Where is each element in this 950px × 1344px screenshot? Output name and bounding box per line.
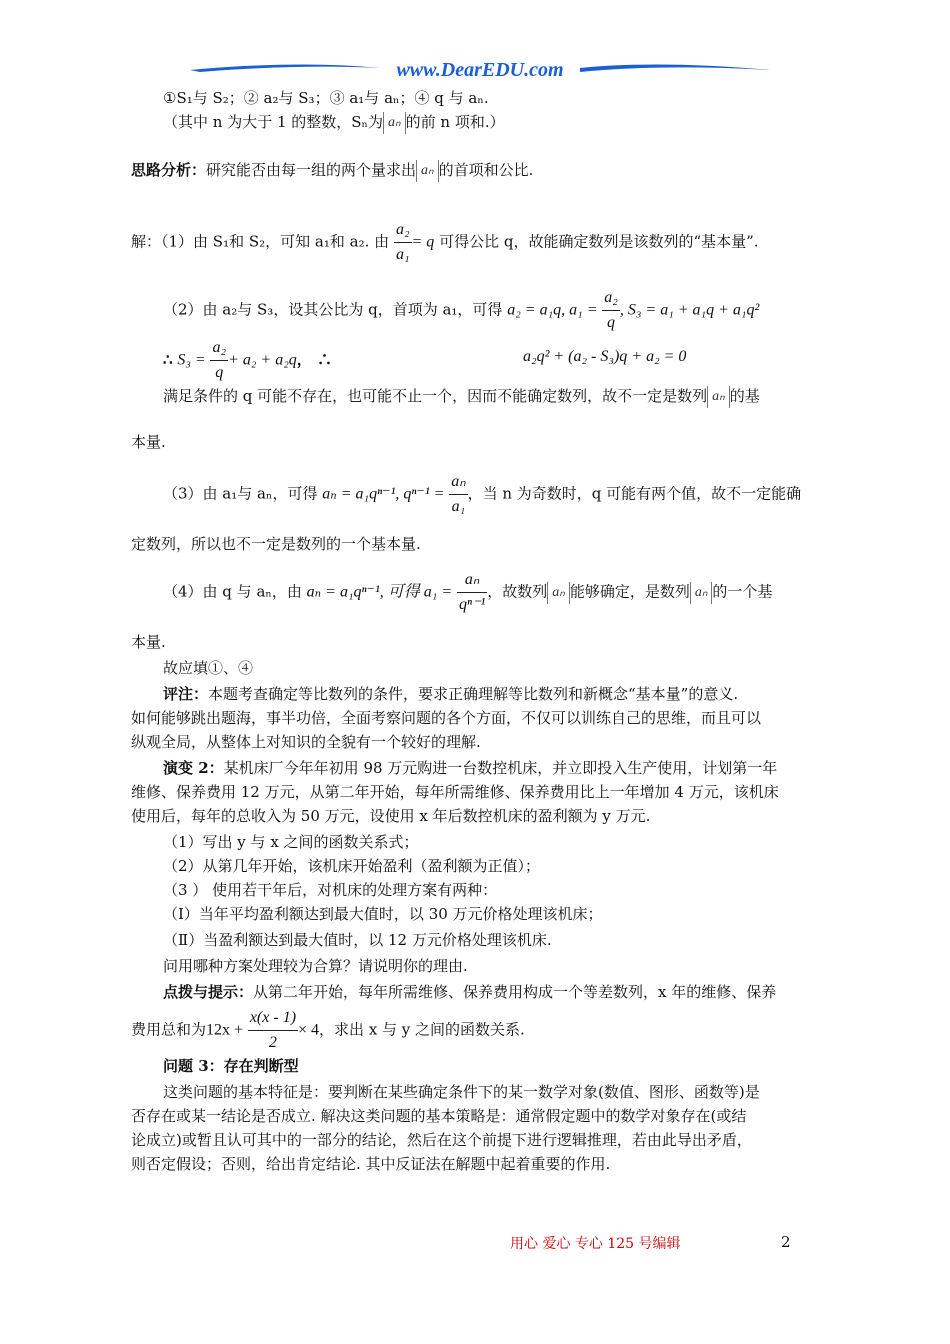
solution-1: 解：（1）由 S₁和 S₂，可知 a₁和 a₂. 由 $\frac{\text{a₂}}{\text{a₁}}$ = q 可得公比 q，故能确定数列是该数列的“基本量”. [131, 221, 759, 263]
text-line: 维修、保养费用 12 万元，从第二年开始，每年所需维修、保养费用比上一年增加 4 万元，该机床 [131, 783, 779, 801]
fraction: $\frac{\text{aₙ}}{\text{qⁿ⁻¹}}$ [458, 571, 486, 613]
question-1: （1）写出 y 与 x 之间的函数关系式； [163, 833, 419, 851]
option-list: ①S₁与 S₂；② a₂与 S₃；③ a₁与 aₙ；④ q 与 aₙ. [163, 89, 489, 107]
seq-symbol: aₙ [383, 112, 406, 134]
note-line-1: 评注：本题考查确定等比数列的条件，要求正确理解等比数列和新概念“基本量”的意义. [163, 685, 739, 703]
dearedu-logo [180, 56, 780, 86]
solution-3: （3）由 a₁与 aₙ，可得 aₙ = a₁qⁿ⁻¹, qⁿ⁻¹ = $\frac{\text{aₙ}}{\text{a₁}}$ ，当 n 为奇数时，q 可能有两个值，故不一定能确 [163, 473, 802, 515]
question-3: （3 ） 使用若干年后，对机床的处理方案有两种： [163, 881, 498, 899]
question-text: 问用哪种方案处理较为合算？请说明你的理由. [163, 957, 468, 975]
option-1: （Ⅰ）当年平均盈利额达到最大值时，以 30 万元价格处理该机床； [163, 905, 603, 923]
analysis-line: 思路分析：研究能否由每一组的两个量求出 aₙ 的首项和公比. [131, 160, 533, 182]
text-line: 如何能够跳出题海，事半功倍，全面考察问题的各个方面，不仅可以训练自己的思维，而且可以 [131, 709, 762, 727]
fraction: $\frac{x(x - 1)}{2}$ [249, 1009, 297, 1051]
section-heading: 问题 3：存在判断型 [163, 1057, 299, 1075]
logo-text: www.DearEDU.com [396, 59, 564, 81]
solution-2-conclusion: 满足条件的 q 可能不存在，也可能不止一个，因而不能确定数列，故不一定是数列 aₙ 的基 [163, 386, 760, 408]
variation-line-1: 演变 2：某机床厂今年年初用 98 万元购进一台数控机床，并立即投入生产使用，计划第一年 [163, 759, 778, 777]
seq-symbol: aₙ [547, 582, 570, 604]
seq-symbol: aₙ [707, 386, 730, 408]
fraction: $\frac{\text{a₂}}{q}$ [212, 339, 227, 381]
seq-symbol: aₙ [416, 160, 439, 182]
fraction: $\frac{\text{aₙ}}{\text{a₁}}$ [451, 473, 466, 515]
text-line: 定数列，所以也不一定是数列的一个基本量. [131, 535, 421, 553]
question-2: （2）从第几年开始，该机床开始盈利（盈利额为正值）； [163, 857, 541, 875]
hint-line-1: 点拨与提示：从第二年开始，每年所需维修、保养费用构成一个等差数列，x 年的维修、保养 [163, 983, 777, 1001]
text-line: 本量. [131, 633, 166, 651]
footer-slogan: 用心 爱心 专心 125 号编辑 [510, 1236, 681, 1252]
answer-line: 故应填①、④ [163, 659, 254, 677]
text-line: 使用后，每年的总收入为 50 万元，设使用 x 年后数控机床的盈利额为 y 万元. [131, 807, 651, 825]
seq-symbol: aₙ [690, 582, 713, 604]
text-line: 本量. [131, 433, 166, 451]
paragraph-line: 论成立)或暂且认可其中的一部分的结论，然后在这个前提下进行逻辑推理，若由此导出矛盾， [131, 1131, 752, 1149]
note-line: （其中 n 为大于 1 的整数，Sₙ为 aₙ 的前 n 项和.） [163, 112, 505, 134]
hint-line-2: 费用总和为12x + $\frac{x(x - 1)}{2}$ × 4，求出 x 与 y 之间的函数关系. [131, 1009, 525, 1051]
equation: a₂q² + (a₂ - S₃)q + a₂ = 0 [523, 348, 687, 365]
page-number: 2 [781, 1233, 791, 1251]
fraction: $\frac{\text{a₂}}{\text{a₁}}$ [395, 221, 410, 263]
solution-2: （2）由 a₂与 S₃，设其公比为 q，首项为 a₁，可得 a₂ = a₁q, a₁ = $\frac{\text{a₂}}{q}$ , S₃ = a₁ + a₁q + a₁q² [163, 289, 760, 331]
solution-4: （4）由 q 与 aₙ，由 aₙ = a₁qⁿ⁻¹, 可得 a₁ = $\frac{\text{aₙ}}{\text{qⁿ⁻¹}}$ ，故数列 aₙ 能够确定，是数列 aₙ 的一个基 [163, 571, 773, 613]
text-line: 纵观全局，从整体上对知识的全貌有一个较好的理解. [131, 733, 481, 751]
paragraph-line: 否存在或某一结论是否成立. 解决这类问题的基本策略是：通常假定题中的数学对象存在(或结 [131, 1107, 747, 1125]
option-2: （Ⅱ）当盈利额达到最大值时，以 12 万元价格处理该机床. [163, 931, 552, 949]
paragraph-line: 这类问题的基本特征是：要判断在某些确定条件下的某一数学对象(数值、图形、函数等)是 [163, 1083, 760, 1101]
fraction: $\frac{\text{a₂}}{q}$ [604, 289, 618, 331]
paragraph-line: 则否定假设；否则，给出肯定结论. 其中反证法在解题中起着重要的作用. [131, 1155, 611, 1173]
solution-2-derive: ∴ S₃ = $\frac{\text{a₂}}{q}$ + a₂ + a₂q， ∴ [163, 339, 332, 381]
